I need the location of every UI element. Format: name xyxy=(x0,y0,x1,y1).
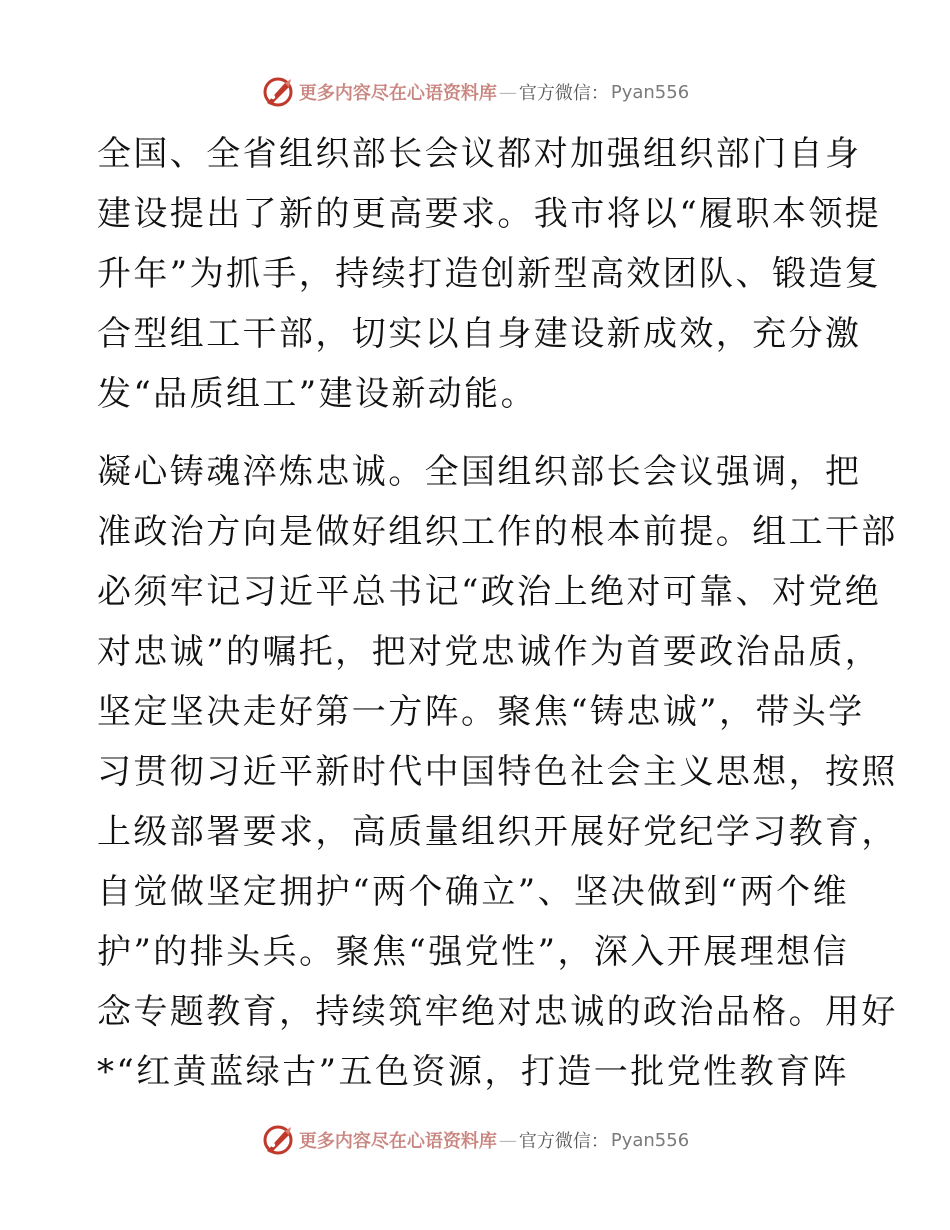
wechat-id: Pyan556 xyxy=(610,1129,690,1151)
text-line: *“红黄蓝绿古”五色资源，打造一批党性教育阵 xyxy=(97,1052,849,1092)
text-line: 合型组工干部，切实以自身建设新成效，充分激 xyxy=(97,314,862,354)
wechat-label: 官方微信： xyxy=(518,1131,609,1152)
text-line: 习贯彻习近平新时代中国特色社会主义思想，按照 xyxy=(97,752,898,792)
text-line: 护”的排头兵。聚焦“强党性”，深入开展理想信 xyxy=(97,932,849,972)
wechat-label: 官方微信： xyxy=(518,83,609,104)
paragraph-1 xyxy=(97,124,882,424)
quill-logo-icon xyxy=(261,75,295,109)
separator-dash: — xyxy=(498,1129,517,1151)
text-line: 升年”为抓手，持续打造创新型高效团队、锻造复 xyxy=(97,254,882,294)
footer-watermark xyxy=(0,1120,950,1160)
wechat-id: Pyan556 xyxy=(610,81,690,103)
text-line: 必须牢记习近平总书记“政治上绝对可靠、对党绝 xyxy=(97,572,882,612)
text-line: 准政治方向是做好组织工作的根本前提。组工干部 xyxy=(97,512,898,552)
header-watermark xyxy=(0,72,950,112)
text-line: 建设提出了新的更高要求。我市将以“履职本领提 xyxy=(97,194,882,234)
text-line: 发“品质组工”建设新动能。 xyxy=(97,374,537,414)
quill-logo-icon xyxy=(261,1123,295,1157)
text-line: 全国、全省组织部长会议都对加强组织部门自身 xyxy=(97,134,862,174)
text-line: 对忠诚”的嘱托，把对党忠诚作为首要政治品质， xyxy=(97,632,882,672)
site-name: 更多内容尽在心语资料库 xyxy=(298,83,497,104)
paragraph-2 xyxy=(97,442,898,1102)
text-line: 凝心铸魂淬炼忠诚。全国组织部长会议强调，把 xyxy=(97,452,862,492)
text-line: 念专题教育，持续筑牢绝对忠诚的政治品格。用好 xyxy=(97,992,898,1032)
site-name: 更多内容尽在心语资料库 xyxy=(298,1131,497,1152)
document-body xyxy=(97,124,898,1102)
text-line: 上级部署要求，高质量组织开展好党纪学习教育， xyxy=(97,812,898,852)
text-line: 坚定坚决走好第一方阵。聚焦“铸忠诚”，带头学 xyxy=(97,692,865,732)
text-line: 自觉做坚定拥护“两个确立”、坚决做到“两个维 xyxy=(97,872,849,912)
separator-dash: — xyxy=(498,81,517,103)
